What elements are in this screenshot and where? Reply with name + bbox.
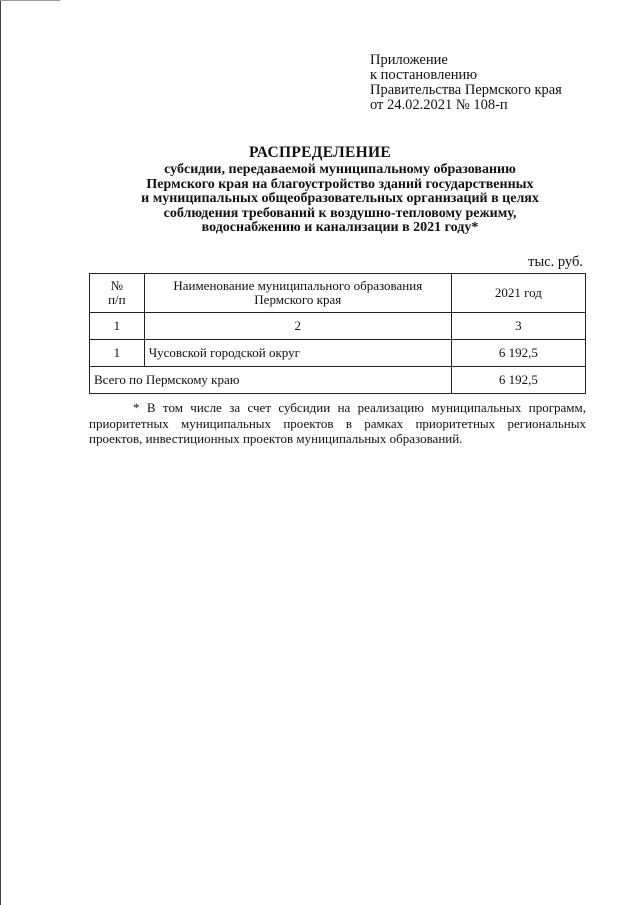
total-label-cell: Всего по Пермскому краю xyxy=(90,367,452,394)
header-number-line-2: п/п xyxy=(108,292,126,307)
page-edge-line xyxy=(0,0,1,905)
units-label: тыс. руб. xyxy=(528,254,583,270)
index-cell-3: 3 xyxy=(451,313,585,340)
document-subtitle xyxy=(80,163,600,236)
distribution-table xyxy=(89,273,586,394)
appendix-line-2: к постановлению xyxy=(370,67,478,83)
header-name-cell xyxy=(144,274,451,313)
index-cell-2: 2 xyxy=(144,313,451,340)
header-number-cell xyxy=(90,274,145,313)
footnote: * В том числе за счет субсидии на реализацию муниципальных программ, приоритетных муниципальных проектов в рамках приоритетных региональных проектов, инвестиционных проектов муниципальных образований. xyxy=(89,400,586,446)
subtitle-line-5: водоснабжению и канализации в 2021 году* xyxy=(201,220,479,235)
table-row xyxy=(90,340,586,367)
appendix-line-4: от 24.02.2021 № 108-п xyxy=(370,97,508,113)
header-name-line-1: Наименование муниципального образования xyxy=(173,278,423,293)
index-cell-1: 1 xyxy=(90,313,145,340)
header-name-line-2: Пермского края xyxy=(254,292,342,307)
row-name-cell: Чусовской городской округ xyxy=(144,340,451,367)
table-header-row xyxy=(90,274,586,313)
subtitle-line-2: Пермского края на благоустройство зданий государственных xyxy=(146,176,534,192)
table-total-row xyxy=(90,367,586,394)
header-number-line-1: № xyxy=(110,278,124,293)
header-year-cell: 2021 год xyxy=(451,274,585,313)
row-number-cell: 1 xyxy=(90,340,145,367)
page-top-edge-line xyxy=(0,0,60,1)
appendix-block xyxy=(370,53,562,113)
subtitle-line-4: соблюдения требований к воздушно-тепловому режиму, xyxy=(163,205,517,221)
subtitle-line-3: и муниципальных общеобразовательных организаций в целях xyxy=(141,191,539,206)
row-amount-cell: 6 192,5 xyxy=(451,340,585,367)
table-index-row xyxy=(90,313,586,340)
appendix-line-1: Приложение xyxy=(370,52,448,68)
total-amount-cell: 6 192,5 xyxy=(451,367,585,394)
document-title: РАСПРЕДЕЛЕНИЕ xyxy=(249,144,391,161)
subtitle-line-1: субсидии, передаваемой муниципальному образованию xyxy=(164,162,516,177)
appendix-line-3: Правительства Пермского края xyxy=(370,82,562,98)
